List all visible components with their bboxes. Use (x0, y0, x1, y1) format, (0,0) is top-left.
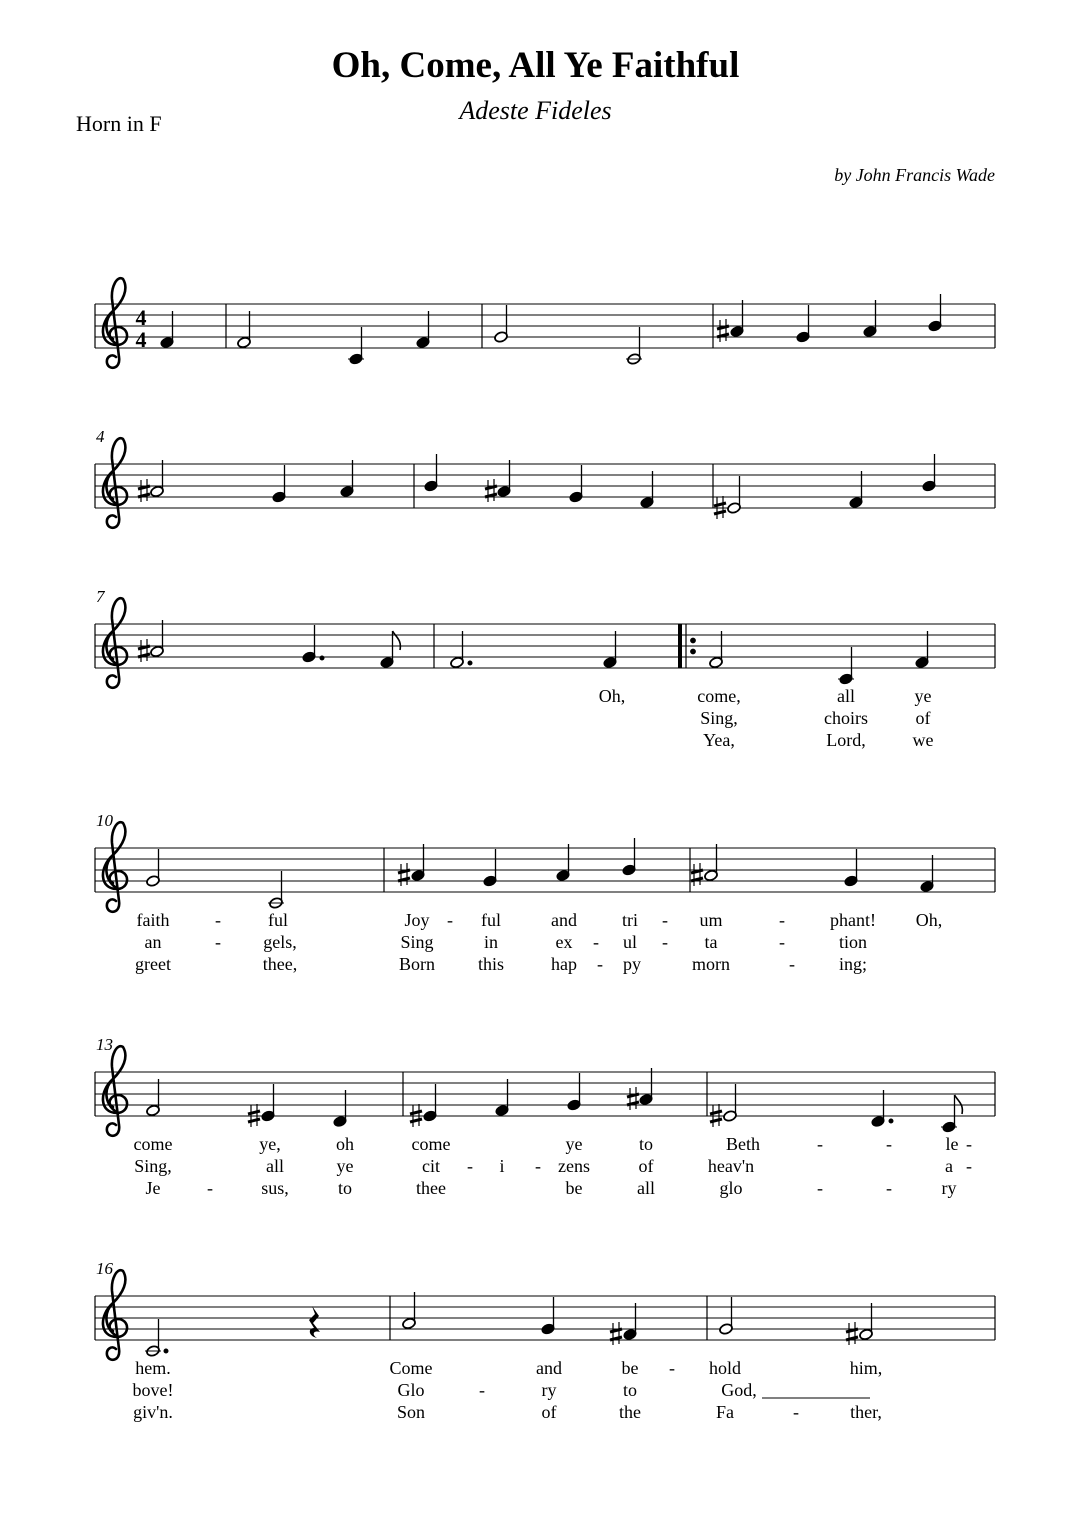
lyric-syllable: Oh, (598, 686, 626, 706)
lyric-syllable: and (536, 1358, 562, 1378)
lyric-syllable: we (912, 730, 934, 750)
lyric-syllable: to (638, 1134, 654, 1154)
quarter-rest-icon (309, 1306, 320, 1338)
time-signature-numerator: 4 (135, 305, 147, 330)
staff-lines (95, 304, 995, 348)
lyric-syllable: Je (145, 1178, 161, 1198)
lyric-syllable: be (565, 1178, 583, 1198)
staff-lines (95, 1072, 995, 1116)
lyric-syllable: sus, (261, 1178, 289, 1198)
notes (145, 1292, 873, 1357)
lyric-syllable: ye (565, 1134, 583, 1154)
lyric-syllable: ye (336, 1156, 354, 1176)
lyric-syllable: Come (389, 1358, 433, 1378)
lyric-syllable: all (837, 686, 855, 706)
lyric-syllable: ta (704, 932, 718, 952)
treble-clef-icon (103, 278, 127, 368)
lyric-syllable: - (662, 932, 668, 952)
measure-number: 16 (96, 1259, 113, 1278)
lyric-syllable: of (915, 708, 931, 728)
lyric-syllable: le (945, 1134, 959, 1154)
lyric-syllable: Lord, (826, 730, 866, 750)
lyrics (133, 1358, 883, 1422)
lyric-syllable: morn (692, 954, 730, 974)
lyrics (135, 910, 942, 974)
system-1 (95, 278, 995, 368)
lyric-syllable: - (593, 932, 599, 952)
lyric-syllable: gels, (263, 932, 297, 952)
measure-number: 10 (96, 811, 113, 830)
lyric-syllable: - (467, 1156, 473, 1176)
lyric-syllable: hap (551, 954, 577, 974)
instrument-name: Horn in F (76, 111, 162, 136)
lyric-syllable: thee, (262, 954, 298, 974)
measure-number: 13 (96, 1035, 113, 1054)
page-subtitle: Adeste Fideles (459, 96, 612, 125)
lyric-syllable: - (597, 954, 603, 974)
lyric-syllable: - (207, 1178, 213, 1198)
composer-credit: by John Francis Wade (834, 165, 995, 185)
treble-clef-icon (103, 598, 127, 688)
lyric-syllable: - (479, 1380, 485, 1400)
lyric-syllable: come (411, 1134, 451, 1154)
lyric-syllable: ing; (838, 954, 868, 974)
lyric-syllable: Fa (716, 1402, 734, 1422)
lyric-syllable: - (789, 954, 795, 974)
lyric-syllable: Beth (726, 1134, 760, 1154)
lyric-syllable: hem. (135, 1358, 171, 1378)
lyric-syllable: of (541, 1402, 557, 1422)
lyric-syllable: all (266, 1156, 284, 1176)
lyric-syllable: to (622, 1380, 638, 1400)
lyric-syllable: - (886, 1134, 892, 1154)
lyric-syllable: come, (697, 686, 741, 706)
lyric-syllable: i (499, 1156, 505, 1176)
lyric-syllable: Glo (397, 1380, 425, 1400)
lyric-syllable: greet (135, 954, 171, 974)
lyrics (134, 1134, 972, 1198)
lyric-syllable: py (623, 954, 641, 974)
lyric-syllable: and (551, 910, 577, 930)
lyric-syllable: in (483, 932, 499, 952)
lyric-syllable: bove! (132, 1380, 174, 1400)
treble-clef-icon (103, 822, 127, 912)
system-5 (95, 1035, 995, 1198)
lyric-syllable: glo (719, 1178, 743, 1198)
lyric-syllable: Oh, (915, 910, 943, 930)
notes (160, 294, 943, 365)
lyric-syllable: come (133, 1134, 173, 1154)
lyric-syllable: Sing, (134, 1156, 172, 1176)
lyric-syllable: - (215, 910, 221, 930)
lyric-syllable: - (966, 1134, 972, 1154)
lyric-syllable: - (779, 910, 785, 930)
staff-lines (95, 624, 995, 668)
lyric-syllable: Sing, (700, 708, 738, 728)
system-3 (95, 587, 995, 750)
lyric-syllable: Yea, (703, 730, 735, 750)
notes (146, 1068, 963, 1133)
lyric-syllable: - (793, 1402, 799, 1422)
lyric-syllable: thee (416, 1178, 446, 1198)
lyric-syllable: all (637, 1178, 655, 1198)
lyric-syllable: phant! (830, 910, 876, 930)
time-signature-denominator: 4 (135, 327, 147, 352)
lyric-syllable: - (669, 1358, 675, 1378)
lyric-syllable: ful (481, 910, 501, 930)
lyric-syllable: - (779, 932, 785, 952)
lyric-syllable: faith (136, 910, 170, 930)
lyric-syllable: be (621, 1358, 639, 1378)
treble-clef-icon (103, 438, 127, 528)
lyric-syllable: hold (708, 1358, 742, 1378)
lyric-syllable: Joy (404, 910, 430, 930)
lyric-syllable: um (699, 910, 723, 930)
system-4 (95, 811, 995, 974)
lyrics (599, 686, 934, 750)
lyric-syllable: giv'n. (133, 1402, 173, 1422)
lyric-syllable: ye (914, 686, 932, 706)
system-2 (95, 427, 995, 528)
lyric-syllable: heav'n (707, 1156, 755, 1176)
lyric-syllable: zens (558, 1156, 590, 1176)
lyric-syllable: cit (422, 1156, 440, 1176)
notes (146, 838, 935, 909)
lyric-syllable: God, (721, 1380, 757, 1400)
lyric-syllable: Sing (400, 932, 434, 952)
measure-number: 7 (96, 587, 105, 606)
lyric-syllable: oh (336, 1134, 354, 1154)
lyric-syllable: - (535, 1156, 541, 1176)
notes (138, 620, 929, 685)
lyric-syllable: ther, (850, 1402, 882, 1422)
lyric-syllable: - (817, 1178, 823, 1198)
lyric-syllable: - (662, 910, 668, 930)
lyric-syllable: ex (555, 932, 573, 952)
lyric-syllable: - (817, 1134, 823, 1154)
lyric-syllable: Son (396, 1402, 426, 1422)
lyric-syllable: ful (268, 910, 288, 930)
page-title: Oh, Come, All Ye Faithful (331, 45, 740, 86)
lyric-syllable: him, (849, 1358, 883, 1378)
lyric-syllable: the (619, 1402, 641, 1422)
treble-clef-icon (103, 1046, 127, 1136)
treble-clef-icon (103, 1270, 127, 1360)
measure-number: 4 (96, 427, 105, 446)
lyric-syllable: - (447, 910, 453, 930)
lyric-syllable: of (638, 1156, 654, 1176)
lyric-syllable: ye, (259, 1134, 281, 1154)
lyric-syllable: ry (941, 1178, 957, 1198)
lyric-syllable: an (144, 932, 162, 952)
staff-lines (95, 848, 995, 892)
lyric-syllable: ul (622, 932, 638, 952)
lyric-syllable: this (477, 954, 505, 974)
system-6 (95, 1259, 995, 1422)
lyric-syllable: ry (541, 1380, 557, 1400)
lyric-syllable: choirs (824, 708, 868, 728)
lyric-syllable: tri (622, 910, 638, 930)
lyric-syllable: tion (838, 932, 868, 952)
lyric-syllable: a (945, 1156, 953, 1176)
lyric-syllable: to (337, 1178, 353, 1198)
lyric-syllable: - (886, 1178, 892, 1198)
lyric-syllable: - (966, 1156, 972, 1176)
lyric-syllable: - (215, 932, 221, 952)
lyric-syllable: Born (399, 954, 435, 974)
